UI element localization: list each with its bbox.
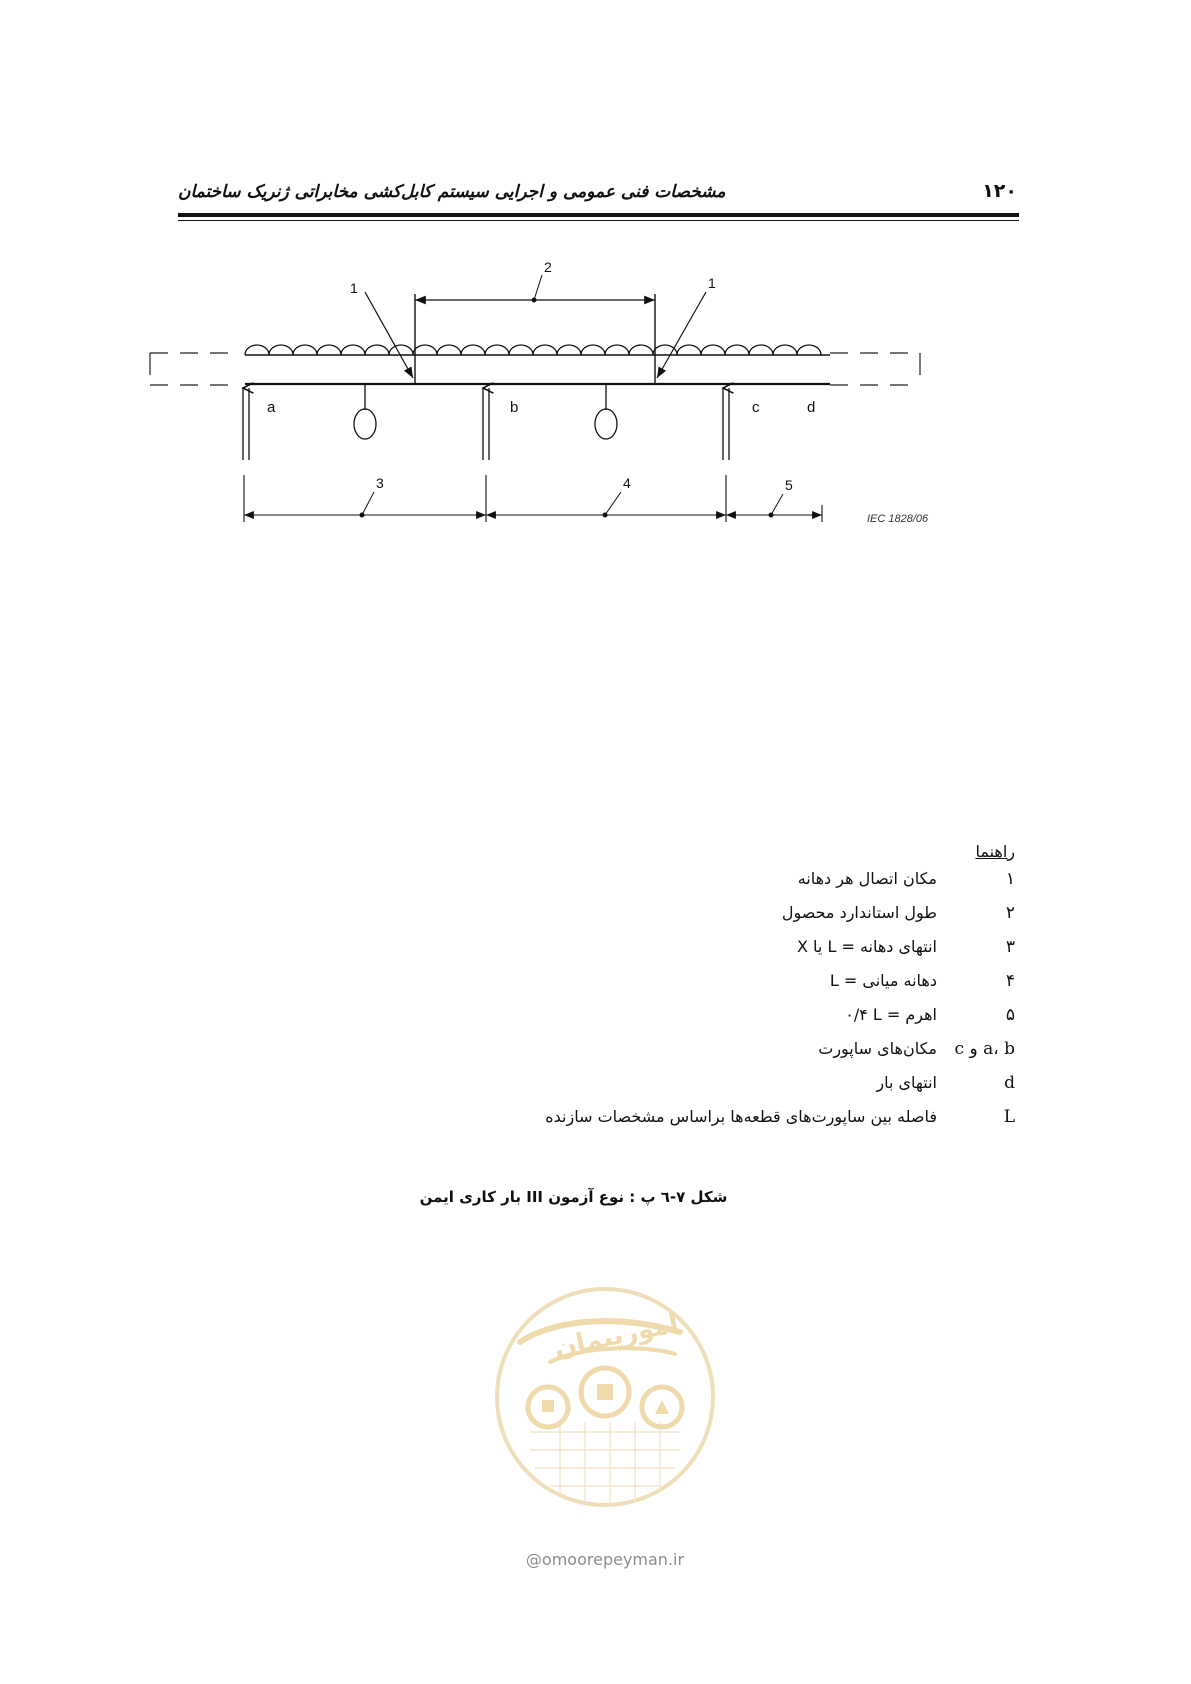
legend-key: ۲ — [1005, 903, 1015, 923]
standard-section — [415, 294, 655, 384]
figure-caption — [0, 1188, 1191, 1206]
legend-row — [535, 1005, 1015, 1039]
legend-caption: راهنما — [975, 842, 1015, 861]
legend-key: ۴ — [1005, 971, 1015, 991]
splice-pointer-left — [350, 280, 413, 378]
dimension-cantilever — [726, 477, 822, 518]
watermark-url: @omoorepeyman.ir — [525, 1550, 685, 1569]
legend-desc: فاصله بین ساپورت‌های قطعه‌ها براساس مشخصات سازنده — [545, 1107, 937, 1126]
legend-key: ۳ — [1005, 937, 1015, 957]
legend-row — [535, 903, 1015, 937]
label-splice-right: 1 — [708, 275, 716, 291]
document-title: مشخصات فنی عمومی و اجرایی سیستم کابل‌کشی مخابراتی ژنریک ساختمان — [178, 182, 726, 202]
dashed-extension-left — [150, 353, 240, 385]
legend-row — [535, 1073, 1015, 1107]
legend-desc: انتهای بار — [876, 1073, 937, 1092]
label-load-end-d: d — [807, 399, 816, 416]
legend-desc: طول استاندارد محصول — [781, 903, 937, 922]
header-rule-thick — [178, 213, 1019, 217]
support-arrow-b — [483, 388, 489, 460]
watermark-logo-text: امورپیمان — [551, 1308, 682, 1364]
legend-key: ۵ — [1005, 1005, 1015, 1025]
distributed-load — [245, 345, 821, 355]
splice-pointer-right — [657, 275, 716, 378]
deflection-gauge-right — [595, 384, 617, 439]
label-support-c: c — [752, 399, 760, 416]
test-setup-figure — [140, 260, 1020, 580]
label-splice-left: 1 — [350, 280, 358, 296]
dimension-mid-span — [486, 475, 726, 518]
label-end-span: 3 — [376, 475, 384, 491]
legend-key: L — [1003, 1107, 1015, 1127]
figure-legend — [535, 842, 1015, 1141]
figure-caption-text: شکل ۷-٦ پ : نوع آزمون III بار کاری ایمن — [419, 1188, 728, 1206]
legend-desc: اهرم = ‎۰/۴ L — [845, 1005, 937, 1024]
support-arrow-c — [723, 388, 729, 460]
legend-desc: مکان اتصال هر دهانه — [797, 869, 937, 888]
deflection-gauge-left — [354, 384, 376, 439]
legend-desc: انتهای دهانه = L یا X — [796, 937, 937, 956]
label-standard-length: 2 — [544, 260, 552, 275]
iec-reference: IEC 1828/06 — [867, 513, 929, 525]
legend-row — [535, 1107, 1015, 1141]
dimension-standard-length — [415, 260, 655, 303]
header-rule-thin — [178, 220, 1019, 221]
dimension-end-span — [244, 475, 486, 518]
label-cantilever: 5 — [785, 477, 793, 493]
legend-row — [535, 971, 1015, 1005]
legend-row — [535, 1039, 1015, 1073]
legend-desc: مکان‌های ساپورت — [818, 1039, 937, 1058]
tray-beam — [245, 355, 830, 384]
page-number: ۱۲۰ — [982, 180, 1017, 202]
label-support-a: a — [267, 399, 276, 416]
legend-row — [535, 937, 1015, 971]
legend-key: a، b و c — [954, 1039, 1015, 1059]
legend-row — [535, 869, 1015, 903]
legend-key: d — [1004, 1073, 1015, 1093]
label-mid-span: 4 — [623, 475, 631, 491]
legend-key: ۱ — [1005, 869, 1015, 889]
label-support-b: b — [510, 399, 519, 416]
dashed-extension-right — [830, 353, 920, 385]
support-arrow-a — [243, 388, 249, 460]
watermark-logo — [490, 1282, 720, 1512]
legend-desc: دهانه میانی = L — [829, 971, 937, 990]
